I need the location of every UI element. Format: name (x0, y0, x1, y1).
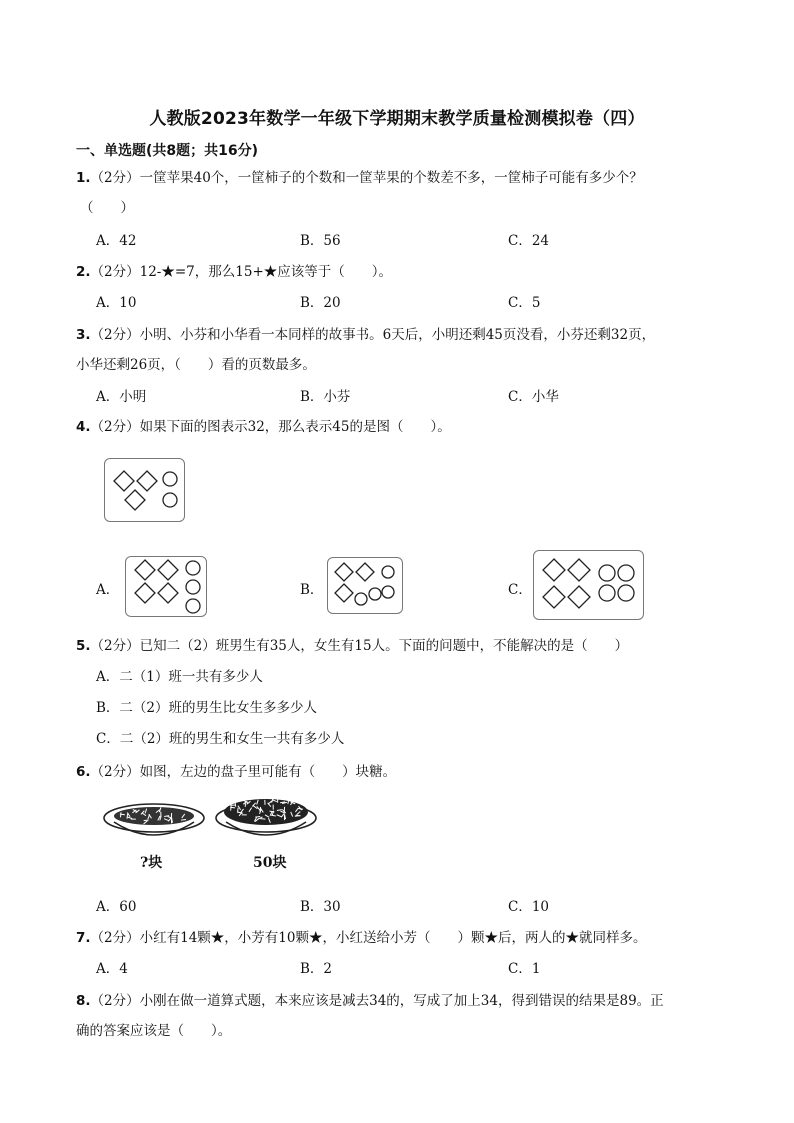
page-title: 人教版2023年数学一年级下学期期末教学质量检测模拟卷（四） (149, 109, 645, 129)
option-a[interactable]: A．60 (96, 899, 137, 915)
question-8 (76, 989, 664, 1009)
option-b-figure[interactable] (327, 557, 403, 614)
question-text: 小刚在做一道算式题，本来应该是减去34的，写成了加上34，得到错误的结果是89。正 (139, 993, 664, 1009)
question-4 (76, 415, 451, 435)
question-3-line-2: 小华还剩26页，（ ）看的页数最多。 (76, 357, 316, 373)
left-plate-label: ?块 (140, 855, 163, 871)
question-7 (76, 926, 646, 946)
question-number: 7. (76, 930, 91, 946)
question-number: 2. (76, 264, 91, 280)
option-b[interactable]: B． (300, 582, 324, 598)
question-2 (76, 260, 392, 280)
option-c[interactable]: C． (508, 582, 532, 598)
option-b[interactable]: B．小芬 (300, 389, 351, 405)
question-score: （2分） (90, 764, 140, 780)
candy-mark (238, 808, 239, 813)
option-b[interactable]: B．56 (300, 233, 341, 249)
diagram-a (126, 557, 206, 616)
circle-shape (163, 472, 177, 486)
question-1-blank: （ ） (80, 200, 134, 216)
option-a[interactable]: A．4 (96, 961, 128, 977)
diamond-shape (137, 471, 157, 491)
question-score: （2分） (90, 170, 140, 186)
diamond-shape (125, 490, 145, 510)
diagram-b (328, 558, 402, 613)
diagram-c (534, 551, 643, 619)
candy-mark (231, 806, 232, 811)
reference-figure (104, 458, 185, 522)
right-plate-label: 50块 (253, 855, 287, 871)
question-6 (76, 760, 396, 780)
candy-mark (120, 814, 125, 815)
option-a[interactable]: A．42 (96, 233, 137, 249)
candy-plates-illustration (104, 796, 304, 846)
question-number: 4. (76, 419, 91, 435)
question-8-line-2: 确的答案应该是（ ）。 (76, 1023, 232, 1039)
question-score: （2分） (90, 993, 140, 1009)
question-5 (76, 634, 628, 654)
question-score: （2分） (90, 264, 140, 280)
question-score: （2分） (90, 419, 140, 435)
candy-mark (120, 812, 121, 817)
question-3 (76, 323, 655, 343)
question-text: 小红有14颗★，小芳有10颗★，小红送给小芳（ ）颗★后，两人的★就同样多。 (139, 930, 647, 946)
question-text: 如果下面的图表示32，那么表示45的是图（ ）。 (139, 419, 451, 435)
question-score: （2分） (90, 327, 140, 343)
question-number: 8. (76, 993, 91, 1009)
candy-mark (127, 814, 128, 819)
option-a[interactable]: A．10 (96, 295, 137, 311)
option-a[interactable]: A．小明 (96, 389, 147, 405)
question-score: （2分） (90, 930, 140, 946)
option-c[interactable]: C．1 (508, 961, 541, 977)
candy-mark (230, 807, 235, 808)
candy-mark (260, 807, 261, 812)
section-heading: 一、单选题(共8题；共16分) (76, 143, 259, 159)
question-number: 3. (76, 327, 91, 343)
question-text: 已知二（2）班男生有35人，女生有15人。下面的问题中，不能解决的是（ ） (139, 638, 629, 654)
left-plate-icon (104, 804, 204, 835)
question-number: 6. (76, 764, 91, 780)
candy-mark (144, 820, 149, 821)
question-1 (76, 166, 643, 186)
option-a[interactable]: A．二（1）班一共有多少人 (96, 669, 263, 685)
option-b[interactable]: B．20 (300, 295, 341, 311)
option-b[interactable]: B．2 (300, 961, 333, 977)
candy-mark (260, 819, 265, 820)
option-c[interactable]: C．10 (508, 899, 550, 915)
question-text: 12-★=7，那么15+★应该等于（ ）。 (139, 264, 393, 280)
question-score: （2分） (90, 638, 140, 654)
question-number: 5. (76, 638, 91, 654)
option-b[interactable]: B．二（2）班的男生比女生多多少人 (96, 700, 318, 716)
tens-units-diagram (105, 459, 184, 521)
option-c[interactable]: C．小华 (508, 389, 559, 405)
option-c-figure[interactable] (533, 550, 644, 620)
question-text: 一筐苹果40个，一筐柿子的个数和一筐苹果的个数差不多，一筐柿子可能有多少个？ (139, 170, 643, 186)
diamond-shape (114, 471, 134, 491)
question-text: 如图，左边的盘子里可能有（ ）块糖。 (139, 764, 397, 780)
question-number: 1. (76, 170, 91, 186)
candy-mark (269, 811, 274, 812)
question-text: 小明、小芬和小华看一本同样的故事书。6天后，小明还剩45页没看，小芬还剩32页， (139, 327, 656, 343)
option-c[interactable]: C．二（2）班的男生和女生一共有多少人 (96, 731, 345, 747)
option-b[interactable]: B．30 (300, 899, 341, 915)
option-c[interactable]: C．24 (508, 233, 550, 249)
option-c[interactable]: C．5 (508, 295, 541, 311)
option-a[interactable]: A． (96, 582, 120, 598)
right-plate-icon (216, 798, 316, 835)
candy-mark (255, 816, 260, 817)
option-a-figure[interactable] (125, 556, 207, 617)
candy-mark (181, 819, 186, 820)
circle-shape (163, 493, 177, 507)
